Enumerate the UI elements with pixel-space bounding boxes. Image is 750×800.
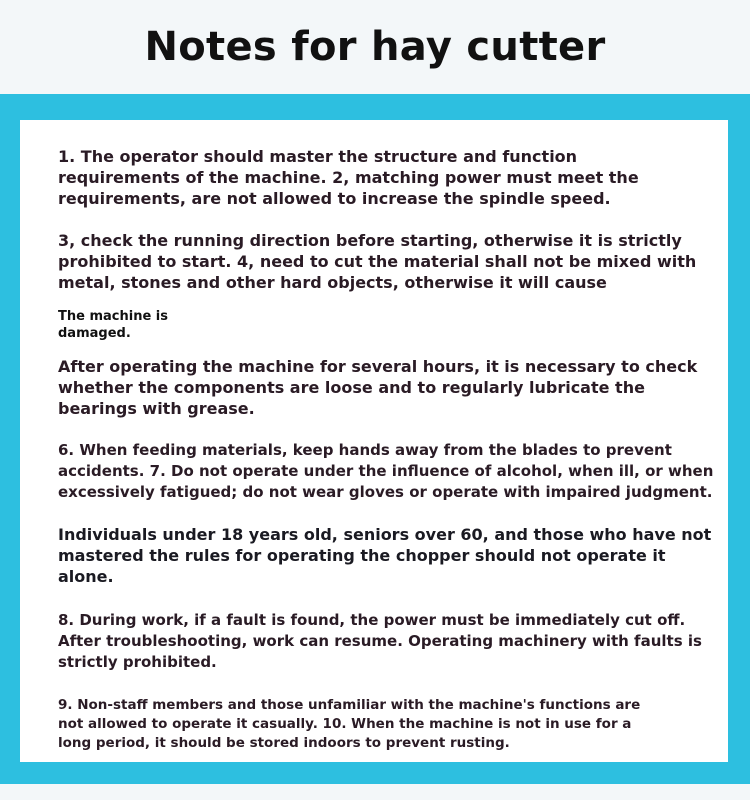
note-paragraph-7: 8. During work, if a fault is found, the power must be immediately cut off. After troubleshooting, work can resume. Operating machinery with faults is strictly prohibited. (58, 611, 702, 671)
header (0, 0, 750, 94)
note-paragraph-8: 9. Non-staff members and those unfamiliar with the machine's functions are not allowed to operate it casually. 10. When the machine is not in use for a long period, it should be stored indoors to prevent rusting. (58, 697, 641, 751)
note-paragraph-6: Individuals under 18 years old, seniors over 60, and those who have not mastered the rules for operating the chopper should not operate it alone. (58, 525, 712, 586)
notes-card (20, 120, 728, 762)
footer-strip (0, 784, 750, 800)
note-paragraph-4: After operating the machine for several hours, it is necessary to check whether the components are loose and to regularly lubricate the bearings with grease. (58, 357, 698, 418)
page-title: Notes for hay cutter (144, 24, 606, 70)
note-paragraph-3: The machine is damaged. (58, 309, 168, 341)
notes-frame (0, 94, 750, 784)
note-paragraph-2: 3, check the running direction before starting, otherwise it is strictly prohibited to start. 4, need to cut the material shall not be mixed with metal, stones and other hard objects, otherwise it will cause (58, 231, 697, 292)
note-paragraph-1: 1. The operator should master the structure and function requirements of the machine. 2, matching power must meet the requirements, are not allowed to increase the spindle speed. (58, 147, 639, 208)
note-paragraph-5: 6. When feeding materials, keep hands away from the blades to prevent accidents. 7. Do not operate under the influence of alcohol, when ill, or when excessively fatigued; do not wear gloves or operate with impaired judgment. (58, 441, 714, 501)
